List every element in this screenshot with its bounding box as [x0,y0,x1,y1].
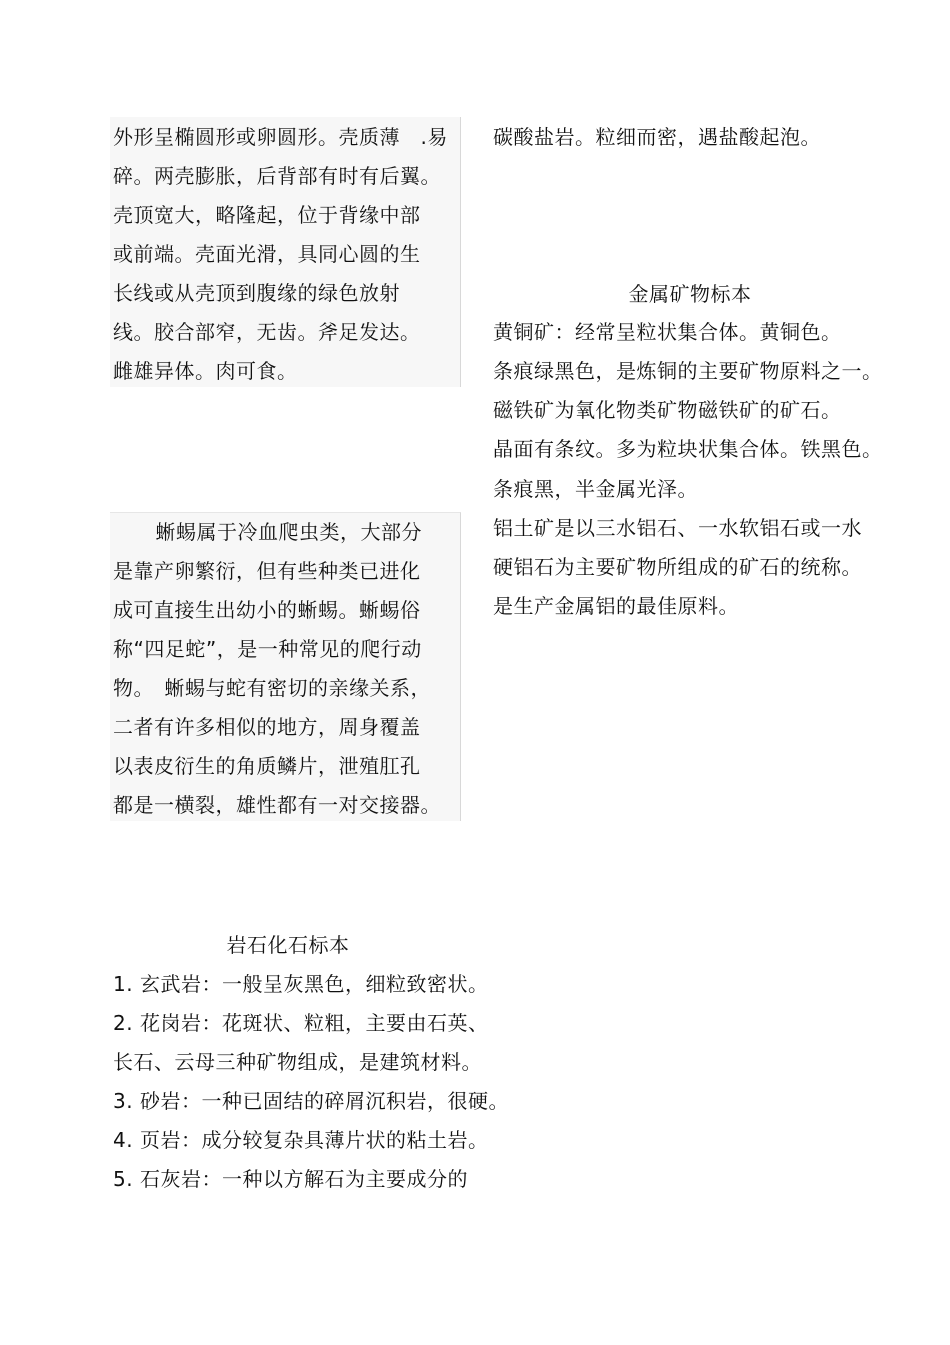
clam-line: 雌雄异体。肉可食。 [113,359,298,383]
metal-line: 铝土矿是以三水铝石、一水软铝石或一水 [493,516,862,540]
metal-line: 条痕绿黑色，是炼铜的主要矿物原料之一。 [493,359,883,383]
clam-line: 碎。两壳膨胀，后背部有时有后翼。 [113,164,441,188]
metal-line: 晶面有条纹。多为粒块状集合体。铁黑色。 [493,437,883,461]
metal-line: 硬铝石为主要矿物所组成的矿石的统称。 [493,555,862,579]
rock-line: 5. 石灰岩：一种以方解石为主要成分的 [113,1167,468,1191]
metal-line: 磁铁矿为氧化物类矿物磁铁矿的矿石。 [493,398,842,422]
rock-line: 长石、云母三种矿物组成，是建筑材料。 [113,1050,482,1074]
clam-line: 外形呈椭圆形或卵圆形。壳质薄 .易 [113,125,448,149]
lizard-line: 蜥蜴属于冷血爬虫类，大部分 [135,520,422,544]
rock-line: 3. 砂岩：一种已固结的碎屑沉积岩，很硬。 [113,1089,509,1113]
rock-line: 4. 页岩：成分较复杂具薄片状的粘土岩。 [113,1128,489,1152]
lizard-line: 物。 蜥蜴与蛇有密切的亲缘关系， [113,676,431,700]
clam-line: 壳顶宽大，略隆起，位于背缘中部 [113,203,421,227]
rock-section-title: 岩石化石标本 [226,933,350,957]
lizard-line: 是靠产卵繁衍，但有些种类已进化 [113,559,421,583]
metal-line: 是生产金属铝的最佳原料。 [493,594,739,618]
rock-line: 2. 花岗岩：花斑状、粒粗，主要由石英、 [113,1011,489,1035]
clam-line: 或前端。壳面光滑，具同心圆的生 [113,242,421,266]
metal-section-title: 金属矿物标本 [628,282,752,306]
lizard-line: 都是一横裂，雄性都有一对交接器。 [113,793,441,817]
metal-line: 条痕黑，半金属光泽。 [493,477,698,501]
metal-line: 黄铜矿：经常呈粒状集合体。黄铜色。 [493,320,842,344]
clam-line: 线。胶合部窄，无齿。斧足发达。 [113,320,421,344]
carbonate-rock-line: 碳酸盐岩。粒细而密，遇盐酸起泡。 [493,125,821,149]
clam-line: 长线或从壳顶到腹缘的绿色放射 [113,281,400,305]
lizard-line: 二者有许多相似的地方，周身覆盖 [113,715,421,739]
rock-line: 1. 玄武岩：一般呈灰黑色，细粒致密状。 [113,972,489,996]
lizard-line: 称“四足蛇”，是一种常见的爬行动 [113,637,422,661]
lizard-line: 成可直接生出幼小的蜥蜴。蜥蜴俗 [113,598,421,622]
lizard-line: 以表皮衍生的角质鳞片，泄殖肛孔 [113,754,421,778]
